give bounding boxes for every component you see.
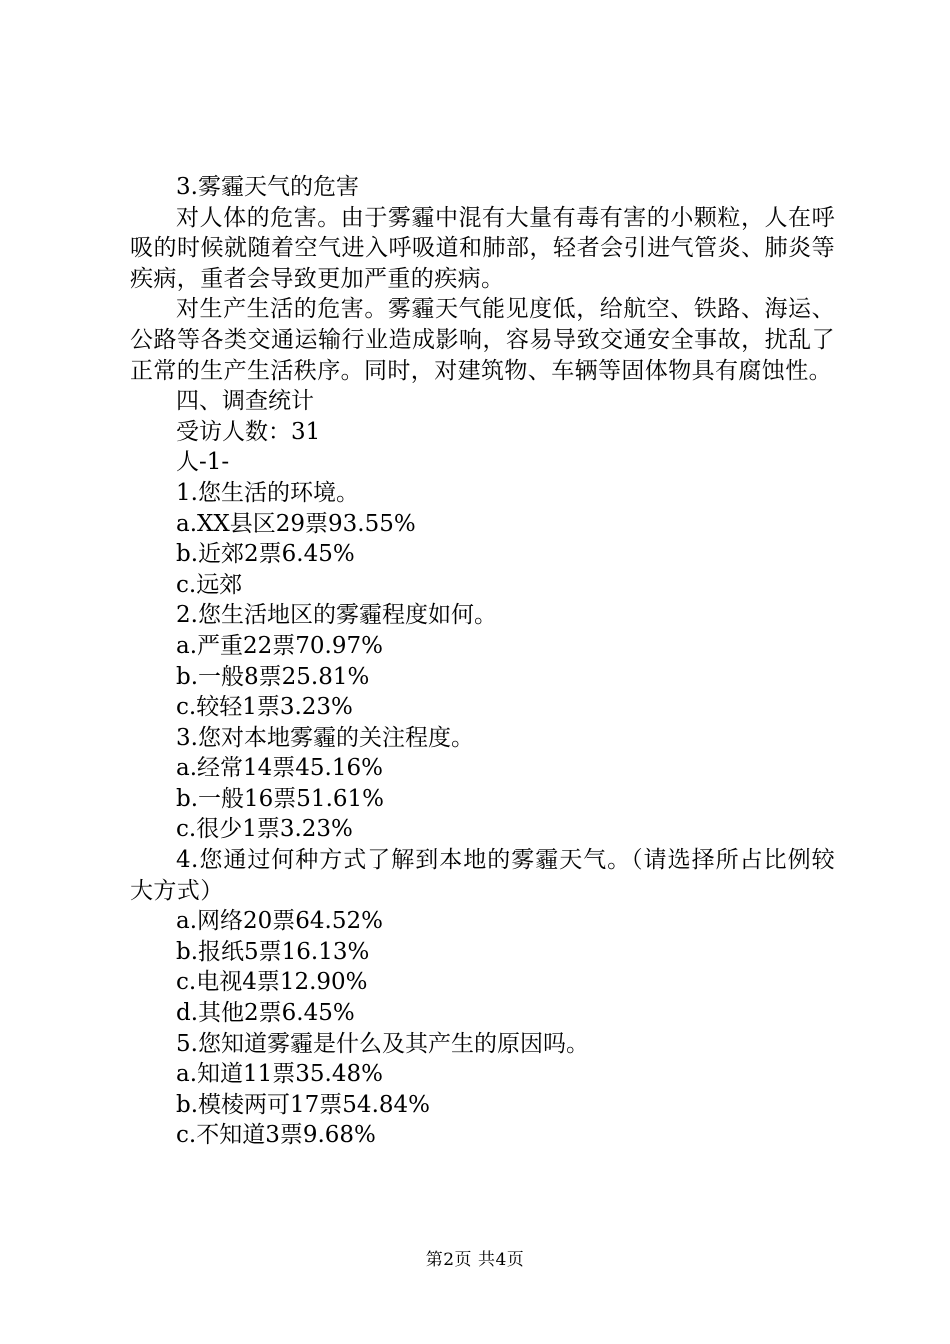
answer-4c: c.电视4票12.90% [176, 969, 368, 996]
answer-2b: b.一般8票25.81% [176, 663, 370, 690]
page-mark: 人-1- [176, 449, 230, 476]
page-footer: 第2页 共4页 [425, 1250, 525, 1270]
section-heading-survey: 四、调查统计 [176, 388, 314, 415]
question-2: 2.您生活地区的雾霾程度如何。 [176, 602, 497, 629]
answer-1c: c.远郊 [176, 571, 243, 598]
answer-1b: b.近郊2票6.45% [176, 541, 355, 568]
question-5: 5.您知道雾霾是什么及其产生的原因吗。 [176, 1030, 589, 1057]
answer-4a: a.网络20票64.52% [176, 908, 383, 935]
paragraph-production-hazard: 对生产生活的危害。雾霾天气能见度低，给航空、铁路、海运、公路等各类交通运输行业造成影响，容易导致交通安全事故，扰乱了正常的生产生活秩序。同时，对建筑物、车辆等固体物具有腐蚀性。 [130, 296, 835, 384]
answer-5a: a.知道11票35.48% [176, 1061, 383, 1088]
answer-4b: b.报纸5票16.13% [176, 938, 370, 965]
answer-3a: a.经常14票45.16% [176, 755, 383, 782]
answer-5b: b.模棱两可17票54.84% [176, 1091, 430, 1118]
page-content [130, 172, 835, 1151]
paragraph-health-hazard: 对人体的危害。由于雾霾中混有大量有毒有害的小颗粒，人在呼吸的时候就随着空气进入呼吸道和肺部，轻者会引进气管炎、肺炎等疾病，重者会导致更加严重的疾病。 [130, 204, 835, 292]
answer-4d: d.其他2票6.45% [176, 1000, 355, 1027]
answer-2c: c.较轻1票3.23% [176, 694, 353, 721]
question-4: 4.您通过何种方式了解到本地的雾霾天气。（请选择所占比例较大方式） [130, 847, 835, 904]
answer-2a: a.严重22票70.97% [176, 632, 383, 659]
section-heading-hazards: 3.雾霾天气的危害 [176, 174, 359, 200]
question-3: 3.您对本地雾霾的关注程度。 [176, 724, 474, 751]
answer-1a: a.XX县区29票93.55% [176, 510, 416, 537]
answer-3b: b.一般16票51.61% [176, 785, 384, 812]
respondent-count: 受访人数：31 [176, 418, 321, 445]
answer-3c: c.很少1票3.23% [176, 816, 353, 843]
answer-5c: c.不知道3票9.68% [176, 1122, 376, 1149]
question-1: 1.您生活的环境。 [176, 479, 359, 506]
